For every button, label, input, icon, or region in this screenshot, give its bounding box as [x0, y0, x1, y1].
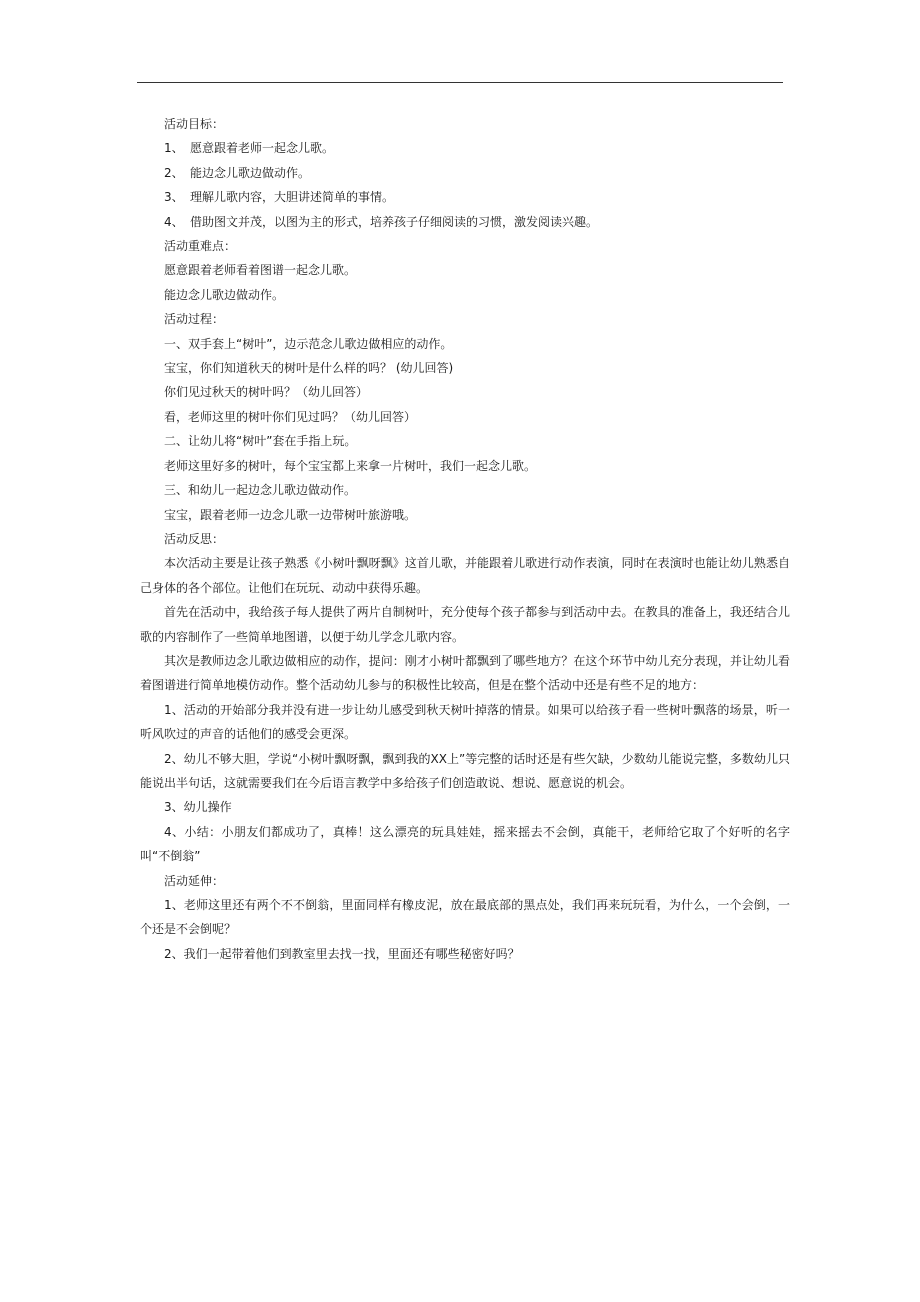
process-line: 宝宝，你们知道秋天的树叶是什么样的吗？ (幼儿回答): [164, 361, 454, 376]
extension-heading: 活动延伸：: [164, 873, 225, 888]
key-points-heading: 活动重难点：: [164, 239, 237, 254]
extension-point: 2、我们一起带着他们到教室里去找一找，里面还有哪些秘密好吗？: [164, 946, 520, 961]
document-body: [140, 112, 790, 966]
goal-item: [140, 136, 790, 160]
process-line: 三、和幼儿一起边念儿歌边做动作。: [164, 483, 357, 498]
reflection-point: 2、幼儿不够大胆，学说“小树叶飘呀飘，飘到我的XX上”等完整的话时还是有些欠缺，少数幼儿能说完整，多数幼儿只能说出半句话，这就需要我们在今后语言教学中多给孩子们创造敢说、想说、愿意说的机会。: [140, 751, 790, 790]
goal-number: 2、: [164, 165, 184, 180]
process-line: 宝宝，跟着老师一边念儿歌一边带树叶旅游哦。: [164, 507, 417, 522]
key-point-line: 愿意跟着老师看着图谱一起念儿歌。: [164, 263, 357, 278]
reflection-paragraph: 本次活动主要是让孩子熟悉《小树叶飘呀飘》这首儿歌，并能跟着儿歌进行动作表演，同时在表演时也能让幼儿熟悉自己身体的各个部位。让他们在玩玩、动动中获得乐趣。: [140, 556, 790, 595]
process-heading: 活动过程：: [164, 312, 225, 327]
goals-heading: 活动目标：: [164, 117, 225, 131]
reflection-point: 3、幼儿操作: [164, 800, 232, 815]
goal-number: 1、: [164, 141, 184, 156]
goal-item: [140, 161, 790, 185]
process-line: 看，老师这里的树叶你们见过吗？（幼儿回答）: [164, 409, 417, 424]
process-line: 你们见过秋天的树叶吗？（幼儿回答）: [164, 385, 369, 400]
reflection-paragraph: 其次是教师边念儿歌边做相应的动作，提问：刚才小树叶都飘到了哪些地方？在这个环节中幼儿充分表现，并让幼儿看着图谱进行简单地模仿动作。整个活动幼儿参与的积极性比较高，但是在整个活动中还是有些不足的地方：: [140, 653, 790, 693]
extension-point: 1、老师这里还有两个不不倒翁，里面同样有橡皮泥，放在最底部的黑点处，我们再来玩玩看，为什么，一个会倒，一个还是不会倒呢？: [140, 898, 790, 937]
reflection-paragraph: 首先在活动中，我给孩子每人提供了两片自制树叶，充分使每个孩子都参与到活动中去。在教具的准备上，我还结合儿歌的内容制作了一些简单地图谱，以便于幼儿学念儿歌内容。: [140, 605, 790, 644]
reflection-point: 4、小结：小朋友们都成功了，真棒！这么漂亮的玩具娃娃，摇来摇去不会倒，真能干，老师给它取了个好听的名字叫“不倒翁”: [140, 824, 790, 864]
goal-item: [140, 210, 790, 234]
goal-number: 4、: [164, 214, 184, 229]
goal-number: 3、: [164, 190, 184, 205]
reflection-heading: 活动反思：: [164, 531, 225, 546]
process-line: 二、让幼儿将“树叶”套在手指上玩。: [164, 434, 357, 449]
process-line: 一、双手套上“树叶”，边示范念儿歌边做相应的动作。: [164, 336, 453, 351]
goal-text: 借助图文并茂，以图为主的形式，培养孩子仔细阅读的习惯，激发阅读兴趣。: [190, 214, 599, 229]
goal-text: 能边念儿歌边做动作。: [190, 165, 311, 180]
header-rule: [137, 82, 783, 83]
process-line: 老师这里好多的树叶，每个宝宝都上来拿一片树叶，我们一起念儿歌。: [164, 458, 537, 473]
goal-item: [140, 185, 790, 209]
key-point-line: 能边念儿歌边做动作。: [164, 287, 285, 302]
goal-text: 理解儿歌内容，大胆讲述简单的事情。: [190, 190, 395, 205]
goal-text: 愿意跟着老师一起念儿歌。: [190, 141, 335, 156]
reflection-point: 1、活动的开始部分我并没有进一步让幼儿感受到秋天树叶掉落的情景。如果可以给孩子看一些树叶飘落的场景，听一听风吹过的声音的话他们的感受会更深。: [140, 702, 790, 742]
